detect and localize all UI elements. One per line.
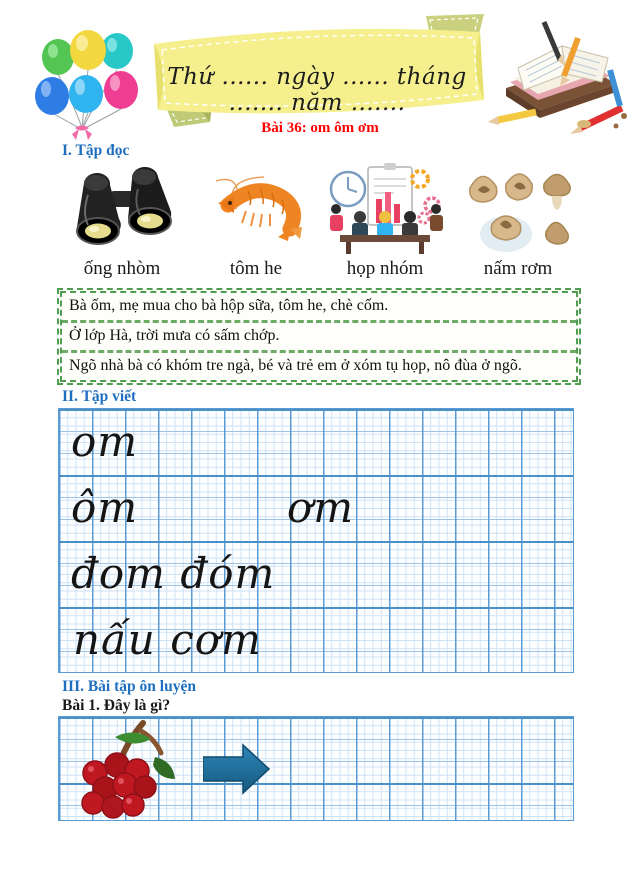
lesson-title: Bài 36: om ôm ơm bbox=[261, 120, 379, 136]
reading-sentence-box bbox=[60, 291, 578, 382]
practice-word: nấu cơm bbox=[73, 615, 262, 664]
exercise-1-title: Bài 1. Đây là gì? bbox=[62, 697, 171, 714]
vocab-label: họp nhóm bbox=[346, 258, 424, 279]
exercise-answer-grid bbox=[58, 716, 574, 821]
straw-mushrooms-icon bbox=[462, 158, 574, 256]
writing-row bbox=[59, 475, 573, 541]
section-heading-writing: II. Tập viết bbox=[62, 388, 137, 405]
writing-row bbox=[59, 607, 573, 673]
right-arrow-icon bbox=[203, 743, 271, 795]
practice-word: ôm bbox=[71, 483, 139, 532]
writing-practice-grid bbox=[58, 408, 574, 673]
sentence: Ngõ nhà bà có khóm tre ngà, bé và trẻ em ở xóm tụ họp, nô đùa ở ngõ. bbox=[69, 357, 522, 374]
binoculars-icon bbox=[58, 158, 186, 256]
sentence: Bà ốm, mẹ mua cho bà hộp sữa, tôm he, chè cốm. bbox=[62, 293, 576, 323]
vocab-item bbox=[204, 158, 308, 286]
red-berries-icon bbox=[63, 717, 187, 821]
vocab-item bbox=[326, 158, 444, 286]
vocab-label: nấm rơm bbox=[483, 258, 553, 279]
vocab-item bbox=[462, 158, 574, 286]
date-line: Thứ ...... ngày ...... tháng ....... năm ....... bbox=[167, 64, 467, 116]
practice-word: ơm bbox=[287, 483, 355, 532]
ribbon-banner bbox=[140, 12, 496, 130]
section-heading-reading: I. Tập đọc bbox=[62, 142, 130, 159]
vocab-label: ống nhòm bbox=[83, 258, 161, 279]
writing-row bbox=[59, 409, 573, 475]
sentence: Ở lớp Hà, trời mưa có sấm chớp. bbox=[62, 323, 576, 353]
vocab-label: tôm he bbox=[229, 258, 283, 279]
practice-word: đom đóm bbox=[71, 549, 276, 598]
writing-row bbox=[59, 541, 573, 607]
vocab-row bbox=[58, 158, 574, 286]
vocab-item bbox=[58, 158, 186, 286]
section-heading-exercises: III. Bài tập ôn luyện bbox=[62, 678, 196, 695]
shrimp-icon bbox=[204, 158, 308, 256]
balloons-icon bbox=[22, 10, 140, 145]
group-meeting-icon bbox=[326, 158, 444, 256]
notebook-pencils-icon bbox=[488, 8, 630, 138]
practice-word: om bbox=[71, 417, 139, 466]
